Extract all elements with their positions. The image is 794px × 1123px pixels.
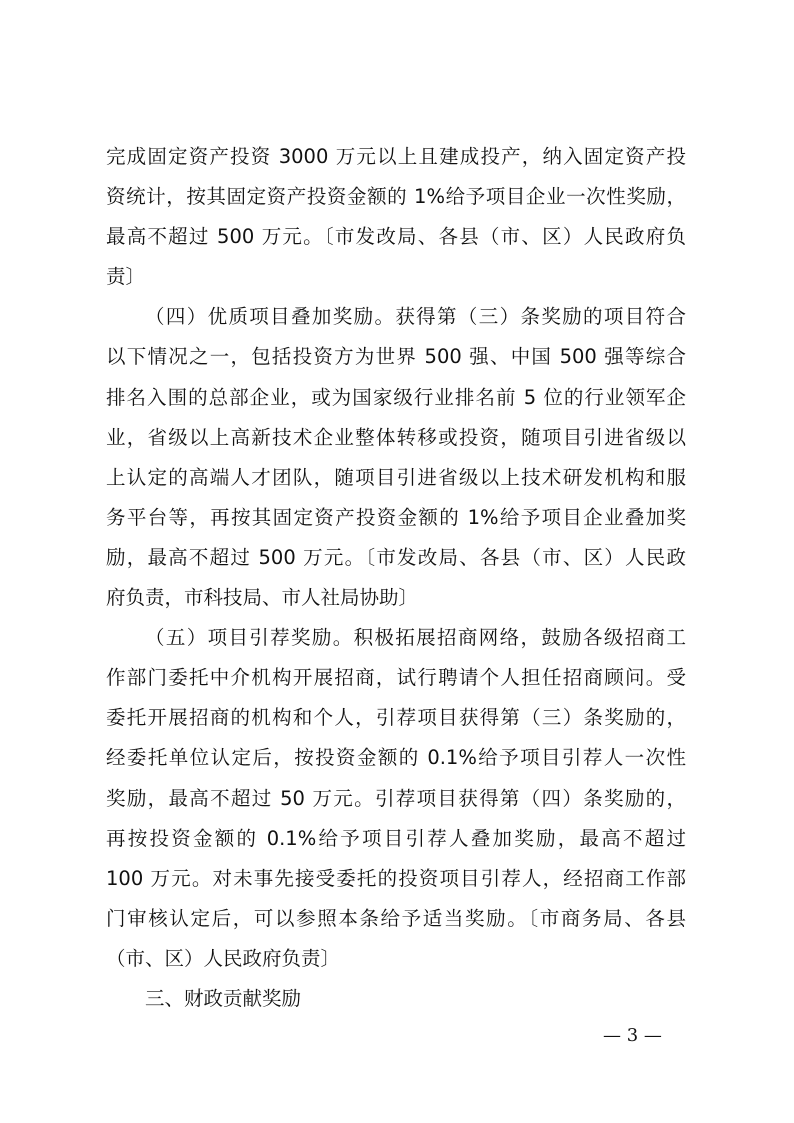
text-line: 务平台等，再按其固定资产投资金额的 1%给予项目企业叠加奖	[106, 505, 686, 529]
text-line: 以下情况之一，包括投资方为世界 500 强、中国 500 强等综合	[106, 345, 686, 369]
text-line: 再按投资金额的 0.1%给予项目引荐人叠加奖励，最高不超过	[106, 826, 686, 850]
text-line: 门审核认定后，可以参照本条给予适当奖励。〔市商务局、各县	[106, 906, 686, 930]
text-line: 100 万元。对未事先接受委托的投资项目引荐人，经招商工作部	[106, 866, 686, 890]
text-line: 完成固定资产投资 3000 万元以上且建成投产，纳入固定资产投	[106, 145, 686, 168]
text-line: （五）项目引荐奖励。积极拓展招商网络，鼓励各级招商工	[145, 626, 686, 650]
text-line: （市、区）人民政府负责〕	[106, 946, 341, 970]
text-line: 责〕	[106, 265, 146, 289]
page-number: — 3 —	[603, 1025, 662, 1046]
text-line: 励，最高不超过 500 万元。〔市发改局、各县（市、区）人民政	[106, 545, 686, 569]
document-body	[106, 137, 686, 1019]
text-line: 府负责，市科技局、市人社局协助〕	[106, 586, 419, 610]
text-line: 资统计，按其固定资产投资金额的 1%给予项目企业一次性奖励，	[106, 185, 686, 209]
text-line: 排名入围的总部企业，或为国家级行业排名前 5 位的行业领军企	[106, 385, 686, 409]
text-line: 最高不超过 500 万元。〔市发改局、各县（市、区）人民政府负	[106, 225, 686, 249]
text-line: 经委托单位认定后，按投资金额的 0.1%给予项目引荐人一次性	[106, 746, 686, 770]
text-line: 委托开展招商的机构和个人，引荐项目获得第（三）条奖励的，	[106, 706, 686, 730]
text-line: 上认定的高端人才团队，随项目引进省级以上技术研发机构和服	[106, 465, 686, 489]
section-heading: 三、财政贡献奖励	[145, 986, 302, 1010]
text-line: 奖励，最高不超过 50 万元。引荐项目获得第（四）条奖励的，	[106, 786, 686, 810]
text-line: 作部门委托中介机构开展招商，试行聘请个人担任招商顾问。受	[106, 666, 686, 690]
text-line: 业，省级以上高新技术企业整体转移或投资，随项目引进省级以	[106, 425, 686, 449]
text-line: （四）优质项目叠加奖励。获得第（三）条奖励的项目符合	[145, 305, 686, 329]
